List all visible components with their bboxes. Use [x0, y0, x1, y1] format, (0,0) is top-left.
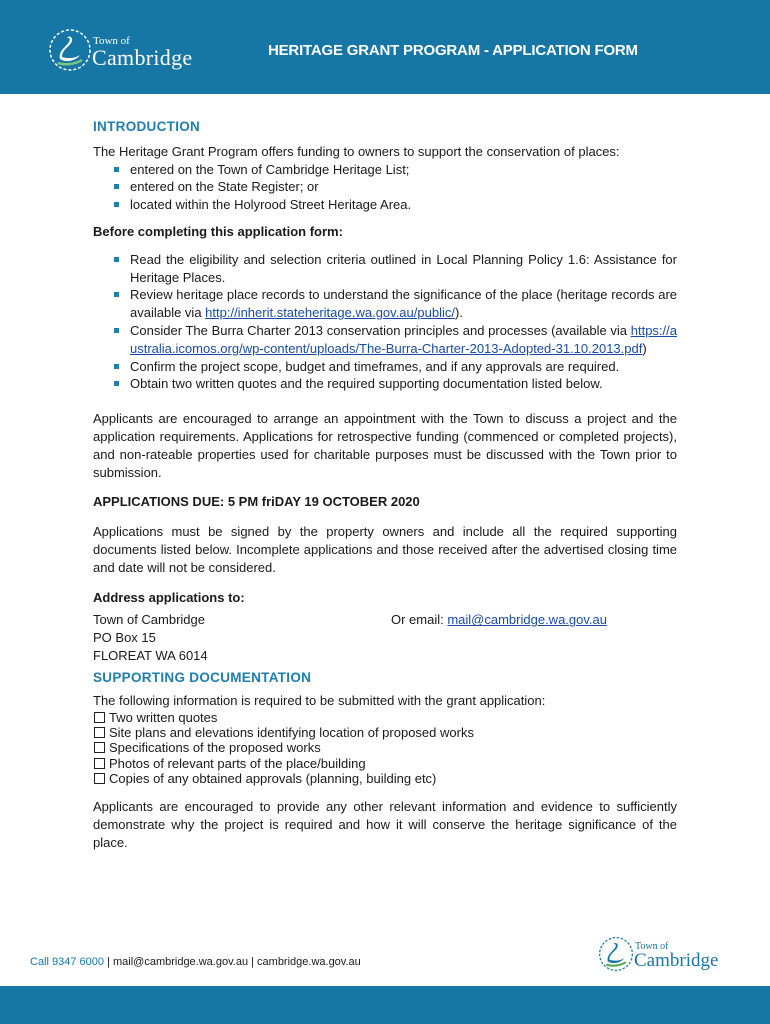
applicants-paragraph: Applicants are encouraged to arrange an appointment with the Town to discuss a project and the application requirements. Applications for retrospective funding (commenced or completed projects), and non-rateable properties used for charitable purposes must be discussed with the Town prior to submission.	[93, 411, 677, 480]
address-heading: Address applications to:	[93, 589, 245, 605]
checklist-item[interactable]	[93, 771, 677, 786]
address-block	[93, 611, 677, 663]
logo-town-text: Town of	[635, 941, 669, 952]
footer-contact	[30, 956, 361, 968]
checklist-item[interactable]	[93, 740, 677, 755]
supporting-closing: Applicants are encouraged to provide any other relevant information and evidence to sufficiently demonstrate why the project is required and how it will conserve the heritage significance of the place.	[93, 798, 677, 850]
supporting-lead: The following information is required to be submitted with the grant application:	[93, 693, 546, 709]
address-line: Town of Cambridge	[93, 612, 205, 628]
inherit-link[interactable]: http://inherit.stateheritage.wa.gov.au/public/	[205, 305, 455, 321]
header-bar	[0, 0, 770, 94]
checklist-label: Site plans and elevations identifying location of proposed works	[109, 725, 474, 741]
email-link[interactable]: mail@cambridge.wa.gov.au	[447, 612, 607, 628]
item-text: ).	[454, 305, 463, 321]
page-title: HERITAGE GRANT PROGRAM - APPLICATION FORM	[268, 42, 638, 59]
checklist-label: Specifications of the proposed works	[109, 740, 321, 756]
checkbox[interactable]	[94, 758, 105, 769]
list-item: located within the Holyrood Street Heritage Area.	[93, 196, 677, 214]
checklist-label: Two written quotes	[109, 709, 218, 725]
supporting-heading: SUPPORTING DOCUMENTATION	[93, 670, 312, 686]
email-address	[391, 611, 607, 629]
item-text: Review heritage place records to understand the significance of the place (heritage records are available via	[130, 287, 677, 321]
list-item	[93, 322, 677, 358]
email-label: Or email:	[391, 612, 448, 628]
checklist-label: Copies of any obtained approvals (planning, building etc)	[109, 770, 437, 786]
checklist-item[interactable]	[93, 710, 677, 725]
list-item: Obtain two written quotes and the required supporting documentation listed below.	[93, 375, 677, 393]
item-text: )	[642, 340, 647, 356]
town-logo[interactable]	[48, 27, 208, 73]
list-item	[93, 286, 677, 322]
swan-emblem-icon	[48, 27, 92, 73]
address-line: FLOREAT WA 6014	[93, 647, 208, 663]
item-text: Consider The Burra Charter 2013 conservation principles and processes (available via	[130, 322, 631, 338]
checkbox[interactable]	[94, 712, 105, 723]
checklist-label: Photos of relevant parts of the place/building	[109, 755, 366, 771]
postal-address	[93, 611, 208, 664]
introduction-lead: The Heritage Grant Program offers funding to owners to support the conservation of places:	[93, 143, 620, 159]
footer-bar	[0, 986, 770, 1024]
checkbox[interactable]	[94, 727, 105, 738]
places-list	[93, 161, 677, 214]
address-line: PO Box 15	[93, 630, 156, 646]
logo-name-text: Cambridge	[634, 950, 719, 971]
list-item: entered on the State Register; or	[93, 178, 677, 196]
logo-name-text: Cambridge	[92, 45, 193, 70]
list-item: Read the eligibility and selection criteria outlined in Local Planning Policy 1.6: Assistance for Heritage Places.	[93, 251, 677, 287]
logo-town-text: Town of	[93, 35, 130, 47]
checkbox[interactable]	[94, 742, 105, 753]
introduction-heading: INTRODUCTION	[93, 119, 201, 134]
burra-charter-link[interactable]: https://australia.icomos.org/wp-content/uploads/The-Burra-Charter-2013-Adopted-31.10.2013.pdf	[130, 322, 677, 356]
list-item: entered on the Town of Cambridge Heritage List;	[93, 161, 677, 179]
before-heading: Before completing this application form:	[93, 223, 343, 239]
applications-due: APPLICATIONS DUE: 5 PM friDAY 19 OCTOBER 2020	[93, 494, 420, 510]
footer-logo	[598, 935, 728, 975]
checkbox[interactable]	[94, 773, 105, 784]
signed-paragraph: Applications must be signed by the property owners and include all the required supporting documents listed below. Incomplete applications and those received after the advertised closing time and date will not be considered.	[93, 524, 677, 575]
checklist	[93, 710, 677, 786]
checklist-item[interactable]	[93, 756, 677, 771]
list-item: Confirm the project scope, budget and timeframes, and if any approvals are required.	[93, 358, 677, 376]
checklist-item[interactable]	[93, 725, 677, 740]
swan-emblem-icon	[598, 935, 634, 973]
footer-links: | mail@cambridge.wa.gov.au | cambridge.wa.gov.au	[104, 956, 361, 968]
footer-phone[interactable]: Call 9347 6000	[30, 956, 105, 968]
before-list	[93, 251, 677, 393]
form-body	[93, 118, 677, 851]
